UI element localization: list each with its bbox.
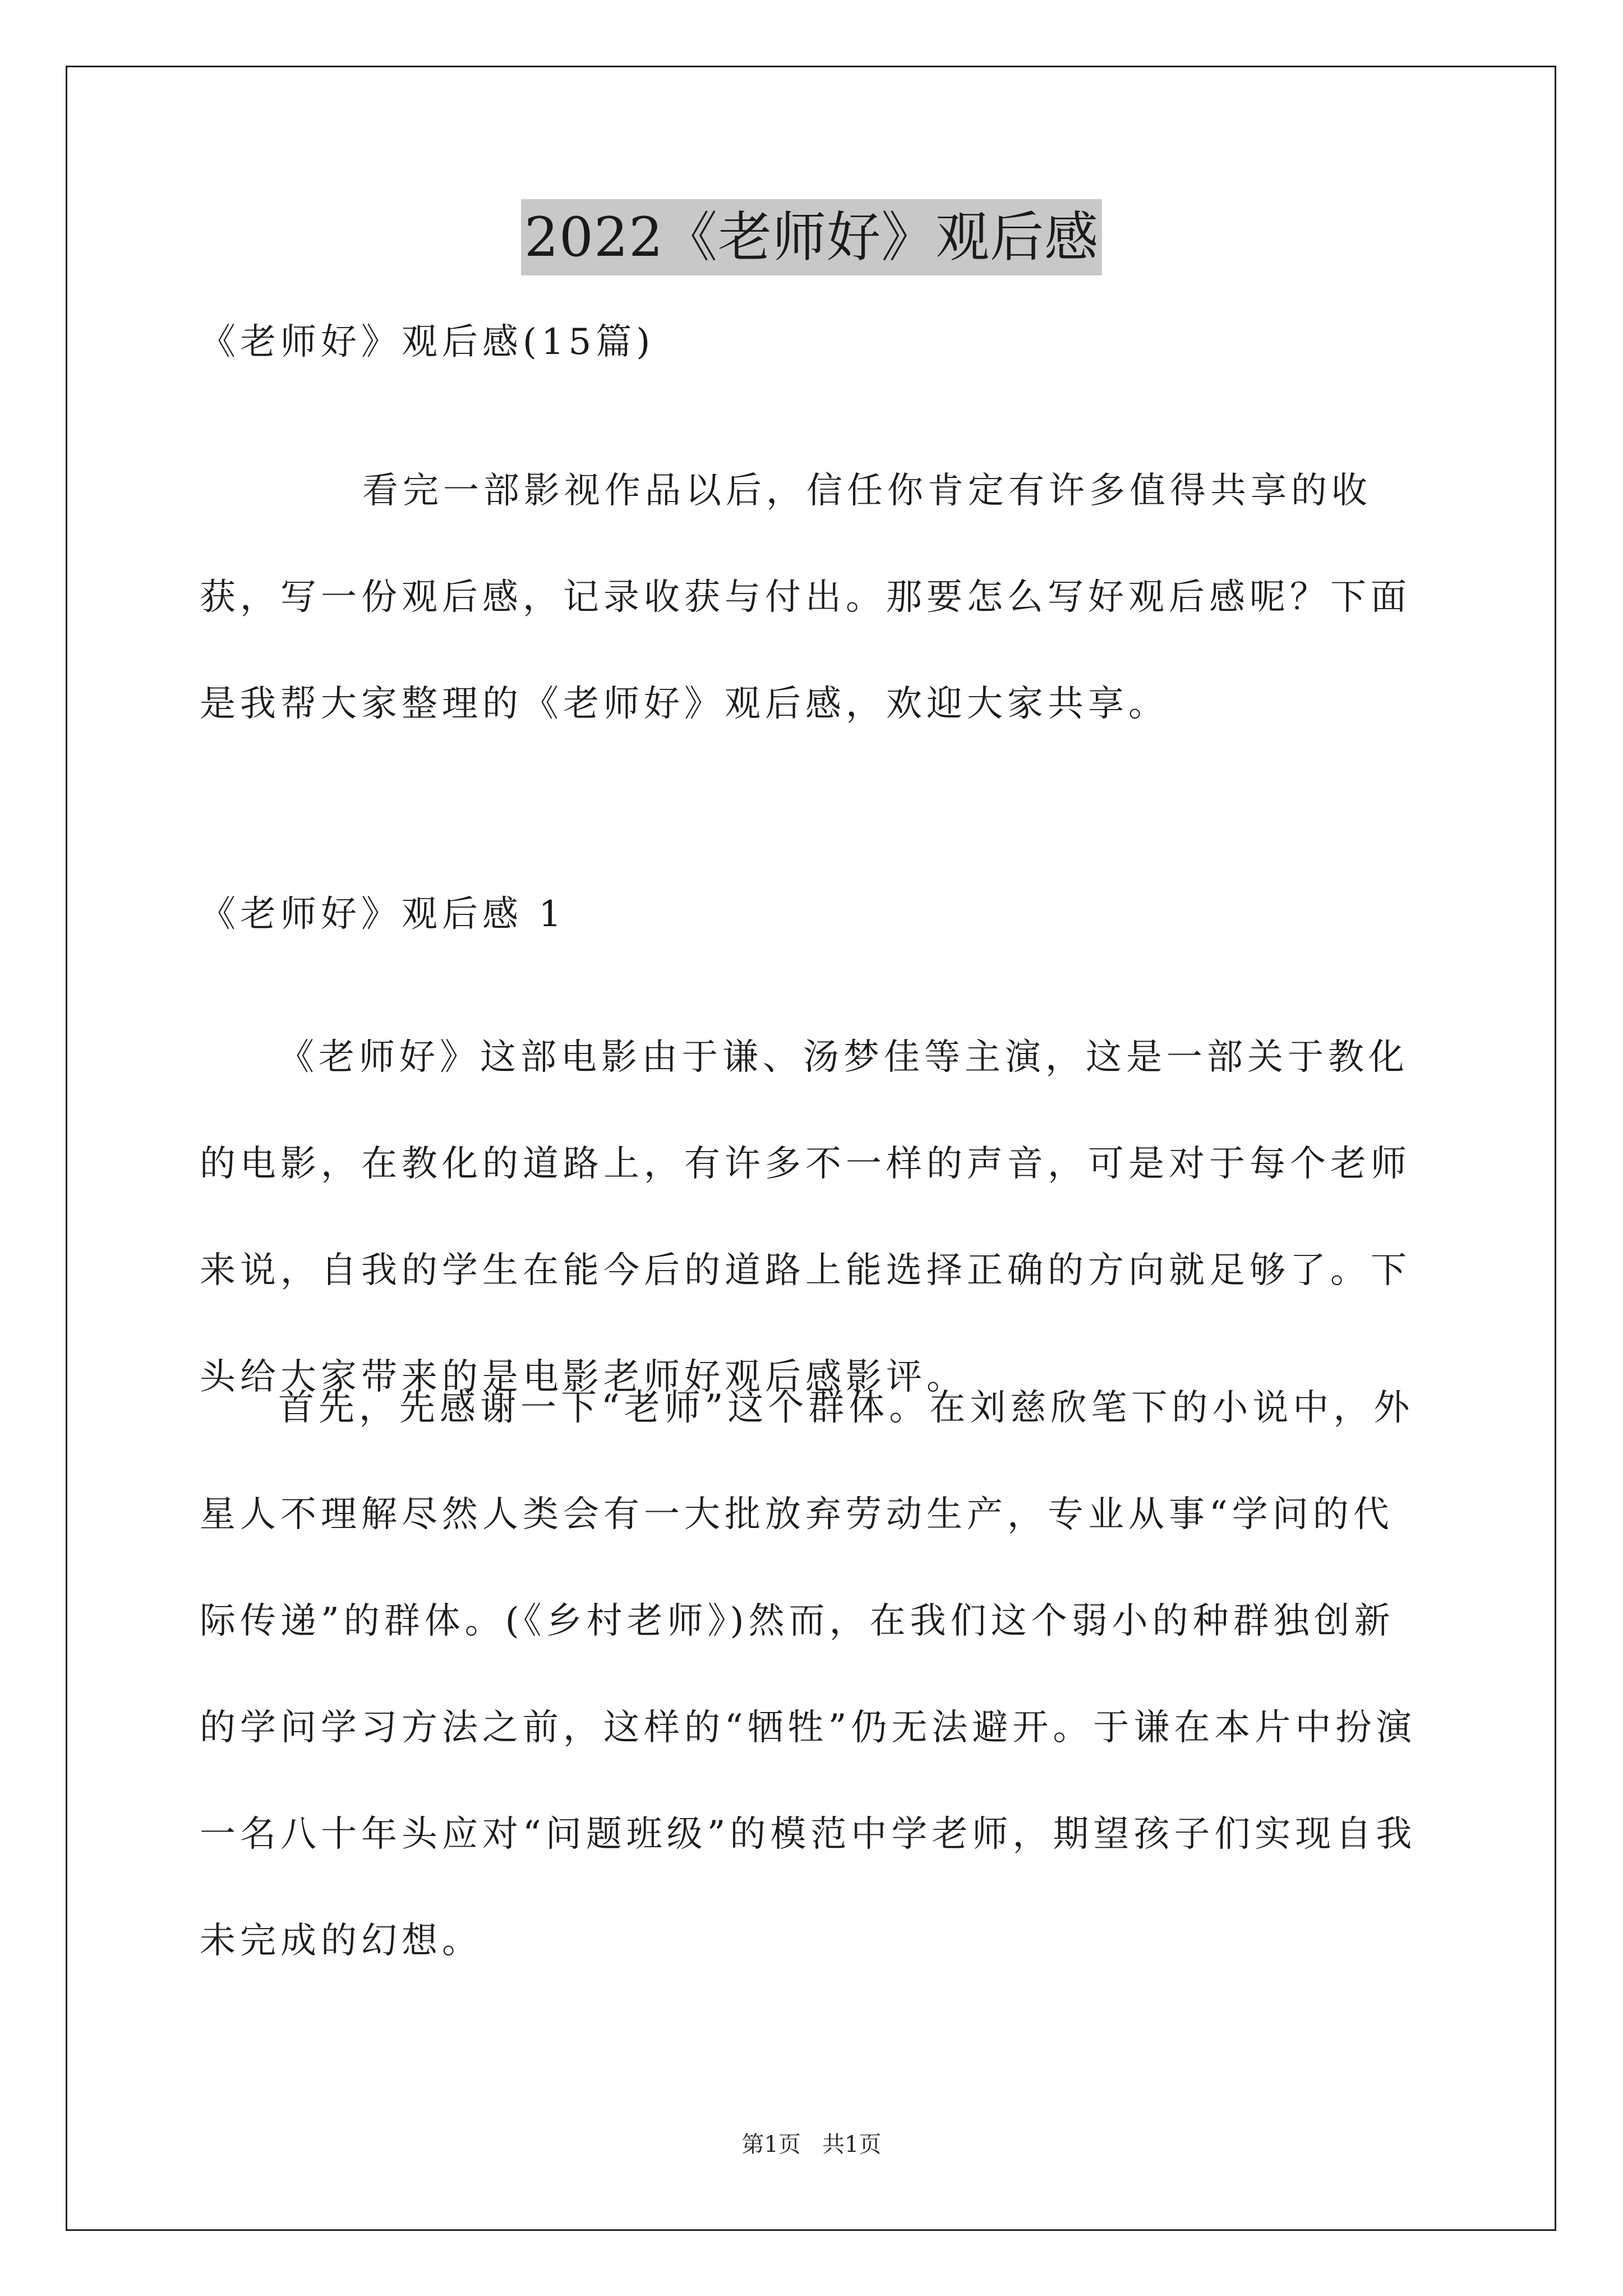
- section-heading: 《老师好》观后感 1: [200, 894, 566, 935]
- document-title: 2022《老师好》观后感: [521, 199, 1102, 275]
- title-container: [0, 199, 1623, 275]
- page-footer: [0, 2129, 1623, 2160]
- document-subtitle: 《老师好》观后感(15篇): [200, 321, 655, 363]
- page-number: 第1页 共1页: [741, 2132, 882, 2157]
- body-paragraph-2: 首先，先感谢一下“老师”这个群体。在刘慈欣笔下的小说中，外星人不理解尽然人类会有一大批放弃劳动生产，专业从事“学问的代际传递”的群体。(《乡村老师》)然而，在我们这个弱小的种群独创新的学问学习方法之前，这样的“牺牲”仍无法避开。于谦在本片中扮演一名八十年头应对“问题班级”的模范中学老师，期望孩子们实现自我未完成的幻想。: [200, 1387, 1417, 1962]
- body-paragraph-1: 《老师好》这部电影由于谦、汤梦佳等主演，这是一部关于教化的电影，在教化的道路上，有许多不一样的声音，可是对于每个老师来说，自我的学生在能今后的道路上能选择正确的方向就足够了。下头给大家带来的是电影老师好观后感影评。: [200, 1037, 1411, 1398]
- intro-paragraph: 看完一部影视作品以后，信任你肯定有许多值得共享的收获，写一份观后感，记录收获与付出。那要怎么写好观后感呢？下面是我帮大家整理的《老师好》观后感，欢迎大家共享。: [200, 470, 1411, 725]
